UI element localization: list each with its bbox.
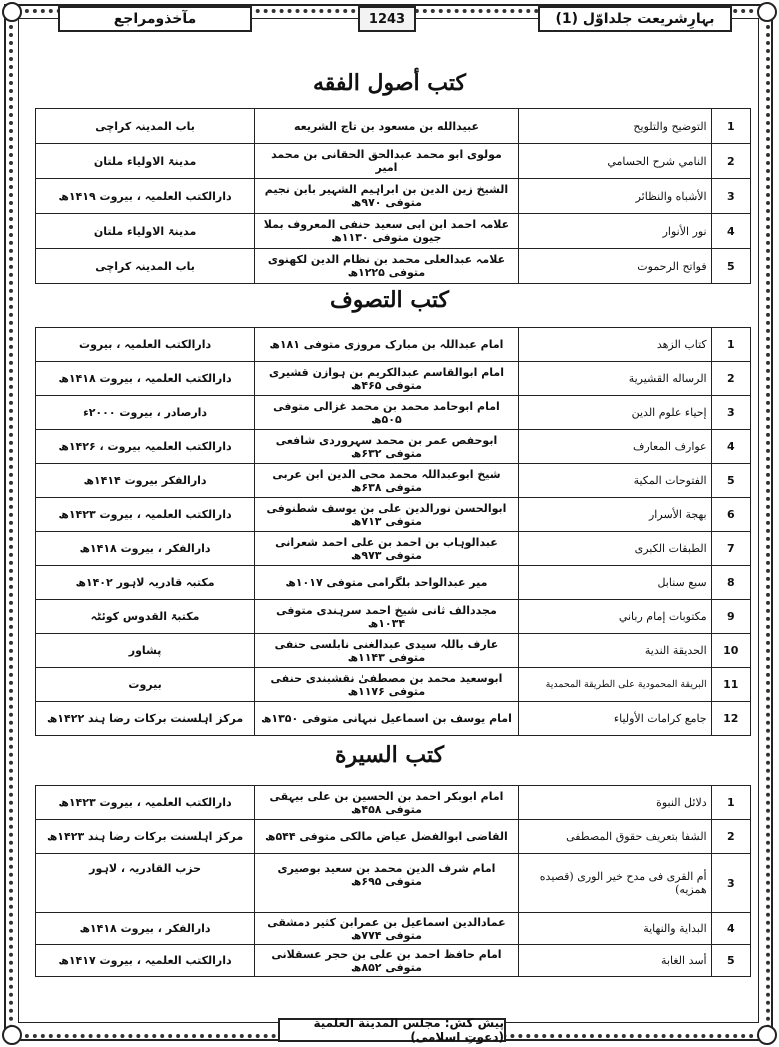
author-cell: امام یوسف بن اسماعیل نبہانی متوفی ۱۳۵۰ھ xyxy=(255,702,519,736)
tasawwuf-table xyxy=(35,327,751,736)
author-cell: عارف باللہ سیدی عبدالغنی نابلسی حنفی متوفی ۱۱۴۳ھ xyxy=(255,634,519,668)
book-title-cell: أسد الغابة xyxy=(518,945,711,977)
book-title-cell: الطبقات الكبرى xyxy=(518,532,711,566)
publisher-cell: مکتبۃ القدوس کوئٹہ xyxy=(36,600,255,634)
table-row xyxy=(36,668,751,702)
row-number: 3 xyxy=(711,396,750,430)
row-number: 1 xyxy=(711,328,750,362)
book-title-cell: الفتوحات المكية xyxy=(518,464,711,498)
author-cell: امام ابوبکر احمد بن الحسین بن علی بیہقی متوفی ۴۵۸ھ xyxy=(255,786,519,820)
publisher-cell: مرکز اہلسنت برکات رضا ہند ۱۴۲۲ھ xyxy=(36,702,255,736)
author-cell: شیخ ابوعبداللہ محمد محی الدین ابن عربی متوفی ۶۳۸ھ xyxy=(255,464,519,498)
publisher-cell: دارالکتب العلمیہ ، بیروت ۱۴۱۹ھ xyxy=(36,179,255,214)
author-cell: عبيدالله بن مسعود بن تاج الشريعه xyxy=(255,109,519,144)
table-row xyxy=(36,109,751,144)
table-row xyxy=(36,532,751,566)
page-footer: پیش کش: مجلس المدینة العلمیة (دعوتِ اسلامی) xyxy=(278,1018,506,1042)
publisher-cell: دارالکتب العلمیہ ، بیروت xyxy=(36,328,255,362)
author-cell: امام شرف الدین محمد بن سعید بوصیری متوفی ۶۹۵ھ xyxy=(255,854,519,913)
corner-ornament-bottom-right xyxy=(757,1025,777,1045)
row-number: 2 xyxy=(711,144,750,179)
publisher-cell: باب المدینہ کراچی xyxy=(36,249,255,284)
publisher-cell: باب المدينہ کراچی xyxy=(36,109,255,144)
usul-fiqh-table xyxy=(35,108,751,284)
publisher-cell: دارصادر ، بیروت ۲۰۰۰ء xyxy=(36,396,255,430)
author-cell: میر عبدالواحد بلگرامی متوفی ۱۰۱۷ھ xyxy=(255,566,519,600)
table-row xyxy=(36,498,751,532)
publisher-cell: دارالفکر بیروت ۱۴۱۴ھ xyxy=(36,464,255,498)
row-number: 8 xyxy=(711,566,750,600)
book-title-cell: دلائل النبوة xyxy=(518,786,711,820)
book-title-cell: جامع كرامات الأولياء xyxy=(518,702,711,736)
row-number: 4 xyxy=(711,214,750,249)
author-cell: القاضی ابوالفضل عیاض مالکی متوفی ۵۴۴ھ xyxy=(255,820,519,854)
row-number: 6 xyxy=(711,498,750,532)
publisher-cell: دارالفکر ، بیروت ۱۴۱۸ھ xyxy=(36,913,255,945)
table-row xyxy=(36,214,751,249)
table-row xyxy=(36,702,751,736)
publisher-cell: مرکز اہلسنت برکات رضا ہند ۱۴۲۳ھ xyxy=(36,820,255,854)
publisher-cell: دارالکتب العلمیہ ، بیروت ۱۴۲۳ھ xyxy=(36,498,255,532)
table-row xyxy=(36,396,751,430)
table-row xyxy=(36,144,751,179)
row-number: 1 xyxy=(711,786,750,820)
page-number: 1243 xyxy=(358,6,416,32)
author-cell: عمادالدین اسماعیل بن عمرابن کثیر دمشقی متوفی ۷۷۴ھ xyxy=(255,913,519,945)
book-title-cell: بهجة الأسرار xyxy=(518,498,711,532)
publisher-cell: حزب القادریہ ، لاہور xyxy=(36,854,255,913)
book-title-cell: أم القرى فى مدح خير الورى (قصيده همزيه) xyxy=(518,854,711,913)
row-number: 4 xyxy=(711,913,750,945)
publisher-cell: بیروت xyxy=(36,668,255,702)
publisher-cell: دارالکتب العلمیہ بیروت ، ۱۴۲۶ھ xyxy=(36,430,255,464)
row-number: 4 xyxy=(711,430,750,464)
author-cell: ابوالحسن نورالدین علی بن یوسف شطنوفی متوفی ۷۱۳ھ xyxy=(255,498,519,532)
table-row xyxy=(36,430,751,464)
publisher-cell: مدینۃ الاولیاء ملتان xyxy=(36,144,255,179)
row-number: 12 xyxy=(711,702,750,736)
section-title-usul-fiqh: كتب أصول الفقه xyxy=(312,70,467,96)
table-row xyxy=(36,249,751,284)
author-cell: امام ابوالقاسم عبدالکریم بن ہوازن قشیری متوفی ۴۶۵ھ xyxy=(255,362,519,396)
author-cell: امام عبداللہ بن مبارک مروزی متوفی ۱۸۱ھ xyxy=(255,328,519,362)
publisher-cell: دارالکتب العلمیہ ، بیروت ۱۴۱۸ھ xyxy=(36,362,255,396)
publisher-cell: مکتبہ قادریہ لاہور ۱۴۰۲ھ xyxy=(36,566,255,600)
book-title-cell: البريقة المحمودية على الطريقة المحمدية xyxy=(518,668,711,702)
book-title-cell: التوضيح والتلويح xyxy=(518,109,711,144)
book-title-cell: الحديقة الندية xyxy=(518,634,711,668)
row-number: 2 xyxy=(711,362,750,396)
table-row xyxy=(36,634,751,668)
book-title-cell: فواتح الرحموت xyxy=(518,249,711,284)
author-cell: عبدالوہاب بن احمد بن علی احمد شعرانی متوفی ۹۷۳ھ xyxy=(255,532,519,566)
table-row xyxy=(36,600,751,634)
table-row xyxy=(36,328,751,362)
publisher-cell: دارالفکر ، بیروت ۱۴۱۸ھ xyxy=(36,532,255,566)
table-row xyxy=(36,362,751,396)
page-header xyxy=(0,6,779,30)
publisher-cell: پشاور xyxy=(36,634,255,668)
publisher-cell: دارالکتب العلمیہ ، بیروت ۱۴۱۷ھ xyxy=(36,945,255,977)
book-title-cell: الأشباه والنظائر xyxy=(518,179,711,214)
book-title: بہارِشریعت جلداوّل (1) xyxy=(538,6,732,32)
row-number: 5 xyxy=(711,249,750,284)
publisher-cell: مدینۃ الاولیاء ملتان xyxy=(36,214,255,249)
section-name: مآخذومراجع xyxy=(58,6,252,32)
row-number: 10 xyxy=(711,634,750,668)
publisher-cell: دارالکتب العلمیہ ، بیروت ۱۴۲۳ھ xyxy=(36,786,255,820)
author-cell: علامہ احمد ابن ابی سعید حنفی المعروف بملا جیون متوفی ۱۱۳۰ھ xyxy=(255,214,519,249)
row-number: 9 xyxy=(711,600,750,634)
row-number: 3 xyxy=(711,179,750,214)
section-title-tasawwuf: كتب التصوف xyxy=(329,287,450,313)
row-number: 5 xyxy=(711,464,750,498)
book-title-cell: عوارف المعارف xyxy=(518,430,711,464)
author-cell: علامہ عبدالعلی محمد بن نظام الدین لکھنوی متوفی ۱۲۲۵ھ xyxy=(255,249,519,284)
table-row xyxy=(36,945,751,977)
corner-ornament-bottom-left xyxy=(2,1025,22,1045)
author-cell: مولوى ابو محمد عبدالحق الحقانى بن محمد امیر xyxy=(255,144,519,179)
section-title-seerah: كتب السيرة xyxy=(334,742,445,768)
table-row xyxy=(36,566,751,600)
row-number: 7 xyxy=(711,532,750,566)
book-title-cell: إحياء علوم الدين xyxy=(518,396,711,430)
author-cell: الشیخ زین الدین بن ابراہیم الشہیر بابن نجیم متوفی ۹۷۰ھ xyxy=(255,179,519,214)
table-row xyxy=(36,820,751,854)
row-number: 3 xyxy=(711,854,750,913)
book-title-cell: مكتوبات إمام رباني xyxy=(518,600,711,634)
book-title-cell: الرساله القشيرية xyxy=(518,362,711,396)
book-title-cell: البداية والنهاية xyxy=(518,913,711,945)
author-cell: امام حافظ احمد بن علی بن حجر عسقلانی متوفی ۸۵۲ھ xyxy=(255,945,519,977)
row-number: 5 xyxy=(711,945,750,977)
book-title-cell: كتاب الزهد xyxy=(518,328,711,362)
row-number: 1 xyxy=(711,109,750,144)
book-title-cell: الشفا بتعريف حقوق المصطفى xyxy=(518,820,711,854)
table-row xyxy=(36,913,751,945)
row-number: 11 xyxy=(711,668,750,702)
book-title-cell: سبع سنابل xyxy=(518,566,711,600)
seerah-table xyxy=(35,785,751,977)
author-cell: ابوسعید محمد بن مصطفیٰ نقشبندی حنفی متوفی ۱۱۷۶ھ xyxy=(255,668,519,702)
author-cell: امام ابوحامد محمد بن محمد غزالی متوفی ۵۰۵ھ xyxy=(255,396,519,430)
table-row xyxy=(36,464,751,498)
author-cell: ابوحفص عمر بن محمد سہروردی شافعی متوفی ۶۳۲ھ xyxy=(255,430,519,464)
row-number: 2 xyxy=(711,820,750,854)
book-title-cell: نور الأنوار xyxy=(518,214,711,249)
table-row xyxy=(36,786,751,820)
book-title-cell: النامي شرح الحسامي xyxy=(518,144,711,179)
table-row xyxy=(36,854,751,913)
author-cell: مجددالف ثانی شیخ احمد سرہندی متوفی ۱۰۳۴ھ xyxy=(255,600,519,634)
table-row xyxy=(36,179,751,214)
